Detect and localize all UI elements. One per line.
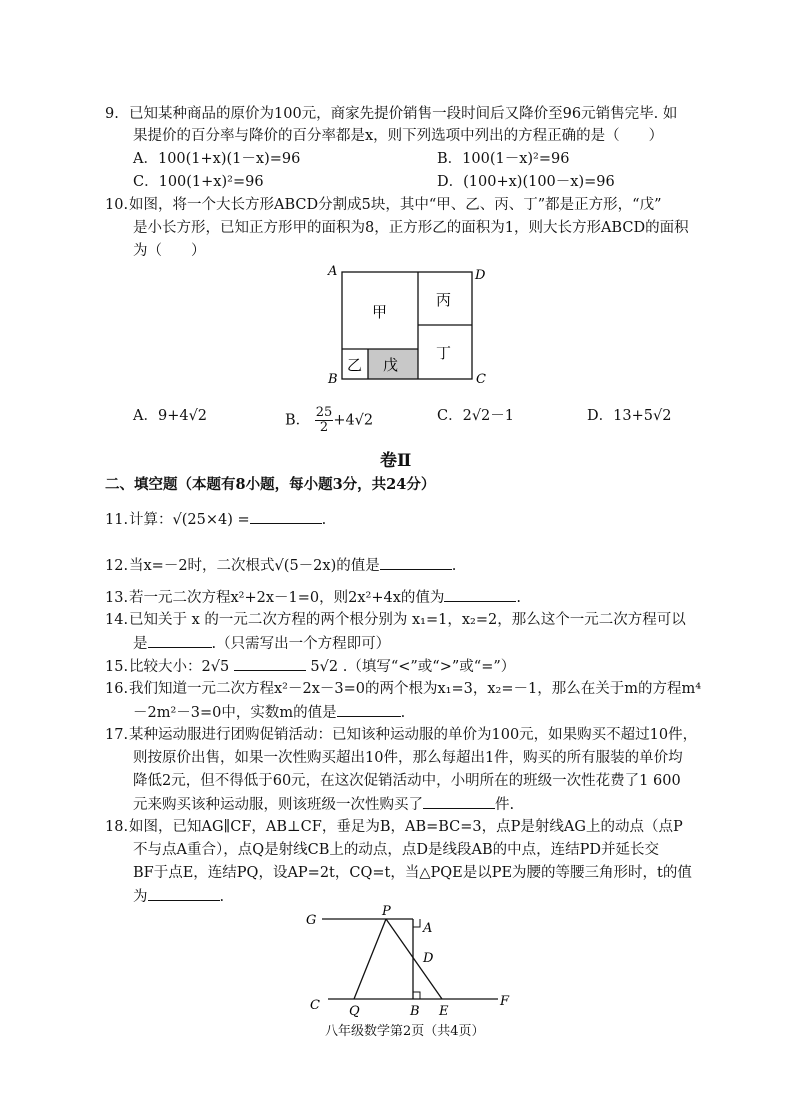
q16-text1: 我们知道一元二次方程x²－2x－3=0的两个根为x₁=3，x₂=－1，那么在关于m的方程m⁴	[129, 681, 702, 697]
q9-line1	[105, 104, 677, 124]
q10-option-b-rest: +4√2	[333, 412, 374, 429]
q17-line3: 降低2元，但不得低于60元，在这次促销活动中，小明所在的班级一次性花费了1 600	[133, 773, 681, 789]
q11-text: 计算：√(25×4) =	[129, 512, 250, 528]
q18-line4	[133, 886, 224, 907]
label-G: G	[306, 913, 317, 928]
q18-text1: 如图，已知AG∥CF，AB⊥CF，垂足为B，AB=BC=3，点P是射线AG上的动点（点P	[129, 819, 683, 835]
q10-option-a: A．9+4√2	[133, 408, 208, 424]
q10-text1: 如图，将一个大长方形ABCD分割成5块，其中“甲、乙、丙、丁”都是正方形，“戊”	[129, 197, 662, 213]
q9-number: 9.	[105, 106, 119, 122]
q10-line2: 是小长方形，已知正方形甲的面积为8，正方形乙的面积为1，则大长方形ABCD的面积	[133, 220, 689, 236]
q16-line1	[105, 679, 701, 699]
q18-number: 18.	[105, 819, 129, 835]
q13-text: 若一元二次方程x²+2x－1=0，则2x²+4x的值为	[129, 590, 445, 606]
part2-title: 卷Ⅱ	[380, 451, 412, 471]
label-E: E	[439, 1004, 449, 1019]
q17-line4	[133, 794, 514, 815]
q11-end: .	[321, 512, 327, 528]
label-D: D	[423, 951, 434, 966]
q10-line1	[105, 195, 662, 215]
q16-line2	[133, 702, 405, 723]
q16-number: 16.	[105, 681, 129, 697]
q9-option-b: B．100(1－x)²=96	[437, 151, 570, 167]
q16-answer-blank[interactable]	[337, 702, 401, 717]
q17-line2: 则按原价出售，如果一次性购买超出10件，那么每超出1件，购买的所有服装的单价均	[133, 750, 683, 766]
q14-line1	[105, 610, 686, 630]
q17-text4b: 件.	[495, 797, 515, 813]
q15-answer-blank[interactable]	[234, 656, 306, 671]
q14-text1: 已知关于 x 的一元二次方程的两个根分别为 x₁=1，x₂=2，那么这个一元二次方程可以	[129, 612, 686, 628]
q18-text4a: 为	[133, 889, 148, 905]
q14-text2a: 是	[133, 636, 148, 652]
q18-line3: BF于点E，连结PQ，设AP=2t，CQ=t，当△PQE是以PE为腰的等腰三角形时，t的值	[133, 865, 692, 881]
q9-option-d: D．(100+x)(100－x)=96	[437, 174, 615, 190]
q18-line2: 不与点A重合），点Q是射线CB上的动点，点D是线段AB的中点，连结PD并延长交	[133, 842, 659, 858]
q9-line2: 果提价的百分率与降价的百分率都是x，则下列选项中列出的方程正确的是（ ）	[133, 128, 664, 144]
label-yi: 乙	[347, 356, 363, 374]
label-F: F	[500, 994, 510, 1009]
q16-text2a: －2m²－3=0中，实数m的值是	[133, 705, 337, 721]
label-ding: 丁	[436, 344, 452, 362]
label-Q: Q	[349, 1004, 360, 1019]
label-jia: 甲	[372, 303, 388, 321]
q10-option-c: C．2√2－1	[437, 408, 515, 424]
label-B: B	[410, 1004, 420, 1019]
q14-line2	[133, 633, 390, 654]
q12-end: .	[451, 558, 457, 574]
q13-answer-blank[interactable]	[444, 587, 516, 602]
q16-text2b: .	[400, 705, 406, 721]
q18-text4b: .	[219, 889, 225, 905]
q9-option-c: C．100(1+x)²=96	[133, 174, 264, 190]
q14-number: 14.	[105, 612, 129, 628]
label-A: A	[328, 264, 338, 279]
q10-option-b	[285, 406, 373, 435]
q17-number: 17.	[105, 727, 129, 743]
q10-option-b-fraction	[315, 406, 334, 435]
fraction-numerator: 25	[315, 405, 333, 420]
label-wu: 戊	[383, 356, 399, 374]
q18-answer-blank[interactable]	[148, 886, 220, 901]
label-bing: 丙	[436, 291, 452, 309]
q17-answer-blank[interactable]	[423, 794, 495, 809]
q12	[105, 555, 456, 576]
label-D: D	[475, 268, 486, 283]
q14-answer-blank[interactable]	[148, 633, 212, 648]
q18-line1	[105, 817, 683, 837]
q15-text1: 比较大小：2√5	[129, 659, 230, 675]
fraction-denominator: 2	[319, 420, 329, 435]
q15-number: 15.	[105, 659, 129, 675]
label-C: C	[310, 998, 320, 1013]
q13: 13.若一元二次方程x²+2x－1=0，则2x²+4x的值为 .	[105, 587, 521, 608]
q10-option-d: D．13+5√2	[587, 408, 672, 424]
label-C: C	[476, 372, 486, 387]
q10-number: 10.	[105, 197, 129, 213]
q14-text2b: .（只需写出一个方程即可）	[211, 636, 391, 652]
q12-answer-blank[interactable]	[380, 555, 452, 570]
page-footer: 八年级数学第2页（共4页）	[325, 1024, 485, 1039]
label-P: P	[382, 905, 391, 919]
q13-number: 13.	[105, 590, 129, 606]
q12-number: 12.	[105, 558, 129, 574]
q12-text: 当x=－2时，二次根式√(5－2x)的值是	[129, 558, 380, 574]
q11	[105, 509, 326, 530]
q10-rectangle-figure	[320, 262, 500, 387]
section-heading: 二、填空题（本题有8小题，每小题3分，共24分）	[105, 476, 436, 493]
q18-geometry-figure	[300, 905, 520, 1030]
label-A: A	[423, 921, 433, 936]
q10-option-b-label: B．	[285, 412, 311, 429]
q11-answer-blank[interactable]	[250, 509, 322, 524]
q9-text1: 已知某种商品的原价为100元，商家先提价销售一段时间后又降价至96元销售完毕. 如	[129, 106, 678, 122]
q15	[105, 656, 515, 677]
q15-text2: 5√2 .（填写“<”或“>”或“=”）	[310, 659, 516, 675]
q17-line1	[105, 725, 697, 745]
q17-text4a: 元来购买该种运动服，则该班级一次性购买了	[133, 797, 423, 813]
q17-text1: 某种运动服进行团购促销活动：已知该种运动服的单价为100元，如果购买不超过10件，	[129, 727, 698, 743]
q10-line3: 为（ ）	[133, 243, 206, 259]
q9-option-a: A．100(1+x)(1－x)=96	[133, 151, 301, 167]
q11-number: 11.	[105, 512, 129, 528]
label-B: B	[328, 372, 338, 387]
